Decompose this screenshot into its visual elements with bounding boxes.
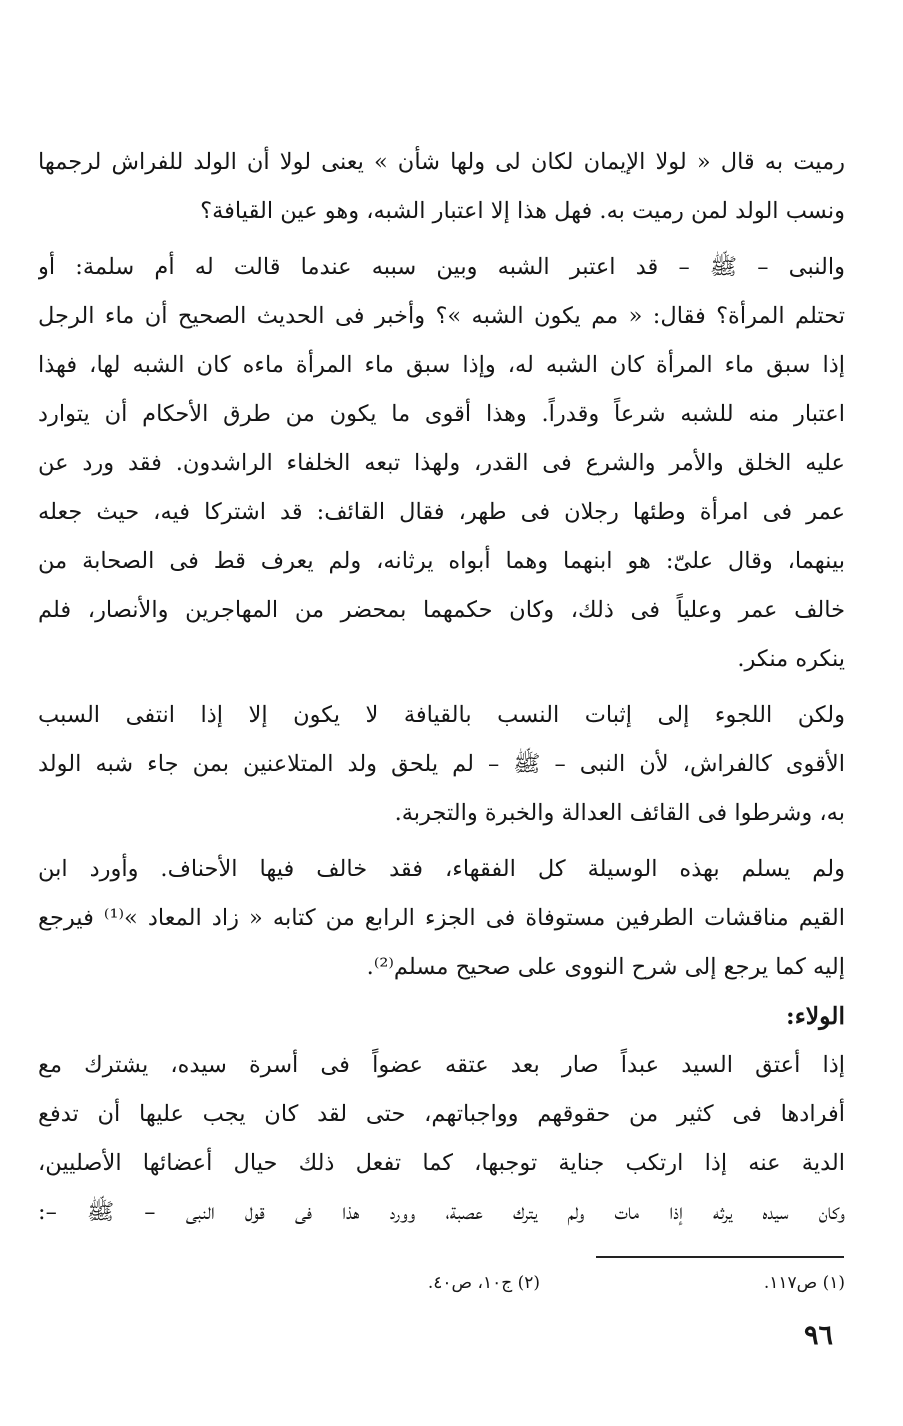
- text-line: إليه كما يرجع إلى شرح النووى على صحيح مسلم⁽²⁾.: [366, 954, 845, 980]
- footnote-2: (٢) ج١٠، ص٤٠.: [427, 1273, 540, 1293]
- text-line: إذا أعتق السيد عبداً صار بعد عتقه عضواً فى أسرة سيده، يشترك مع: [38, 1052, 845, 1078]
- text-line: عليه الخلق والأمر والشرع فى القدر، ولهذا تبعه الخلفاء الراشدون. فقد ورد عن: [38, 450, 845, 476]
- text-line: ولم يسلم بهذه الوسيلة كل الفقهاء، فقد خالف فيها الأحناف. وأورد ابن: [38, 856, 845, 882]
- section-heading: الولاء:: [786, 1002, 845, 1030]
- text-line: ولكن اللجوء إلى إثبات النسب بالقيافة لا يكون إلا إذا انتفى السبب: [38, 702, 845, 728]
- text-line: اعتبار منه للشبه شرعاً وقدراً. وهذا أقوى ما يكون من طرق الأحكام أن يتوارد: [38, 401, 845, 427]
- text-line: الأقوى كالفراش، لأن النبى – ﷺ – لم يلحق ولد المتلاعنين بمن جاء شبه الولد: [38, 751, 845, 777]
- footnotes: [300, 1268, 845, 1298]
- text-line: ونسب الولد لمن رميت به. فهل هذا إلا اعتبار الشبه، وهو عين القيافة؟: [200, 198, 845, 224]
- body-text: [38, 138, 845, 1237]
- footnote-separator: [596, 1256, 844, 1258]
- text-line: وكان سيده يرثه إذا مات ولم يترك عصبة، وورد هذا فى قول النبى – ﷺ –:: [38, 1199, 845, 1225]
- footnote-1: (١) ص١١٧.: [763, 1273, 845, 1293]
- text-line: عمر فى امرأة وطئها رجلان فى طهر، فقال القائف: قد اشتركا فيه، حيث جعله: [38, 499, 845, 525]
- text-line: والنبى – ﷺ – قد اعتبر الشبه وبين سببه عندما قالت له أم سلمة: أو: [38, 254, 845, 280]
- text-line: تحتلم المرأة؟ فقال: « مم يكون الشبه »؟ وأخبر فى الحديث الصحيح أن ماء الرجل: [38, 303, 845, 329]
- text-line: إذا سبق ماء المرأة كان الشبه له، وإذا سبق ماء المرأة ماءه كان الشبه لها، فهذا: [38, 352, 845, 378]
- text-line: أفرادها فى كثير من حقوقهم وواجباتهم، حتى لقد كان يجب عليها أن تدفع: [38, 1101, 845, 1127]
- page-number: ٩٦: [803, 1320, 833, 1351]
- text-line: الدية عنه إذا ارتكب جناية توجبها، كما تفعل ذلك حيال أعضائها الأصليين،: [38, 1150, 845, 1176]
- text-line: رميت به قال « لولا الإيمان لكان لى ولها شأن » يعنى لولا أن الولد للفراش لرجمها: [38, 149, 845, 175]
- text-line: خالف عمر وعلياً فى ذلك، وكان حكمهما بمحضر من المهاجرين والأنصار، فلم: [38, 597, 845, 623]
- text-line: القيم مناقشات الطرفين مستوفاة فى الجزء الرابع من كتابه « زاد المعاد »⁽¹⁾ فيرجع: [38, 905, 845, 931]
- text-line: بينهما، وقال علىّ: هو ابنهما وهما أبواه يرثانه، ولم يعرف قط فى الصحابة من: [38, 548, 845, 574]
- text-line: ينكره منكر.: [737, 646, 845, 672]
- text-line: به، وشرطوا فى القائف العدالة والخبرة والتجربة.: [394, 800, 845, 826]
